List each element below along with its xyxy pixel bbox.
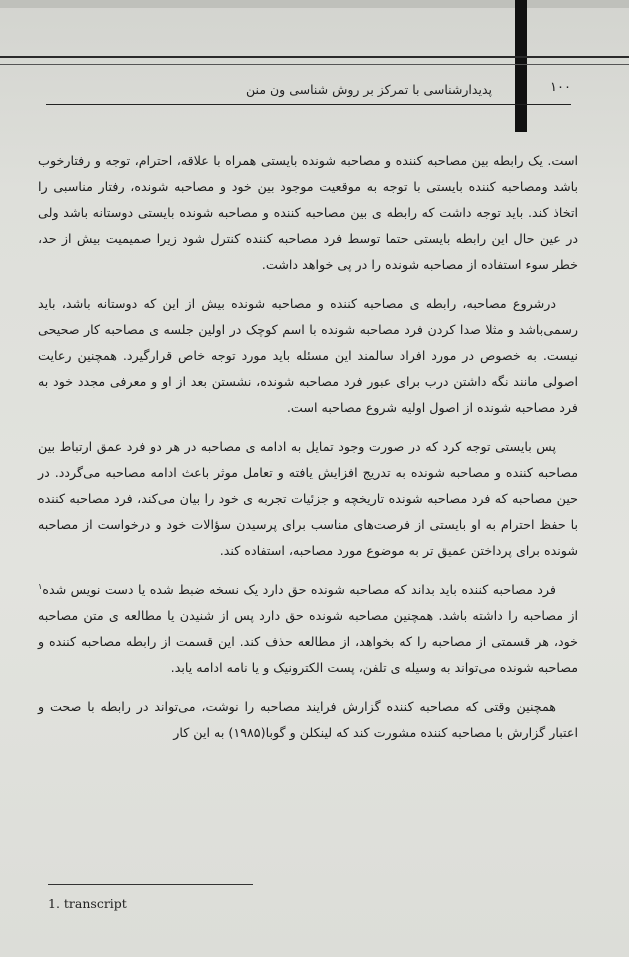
paragraph-4-part-1: فرد مصاحبه کننده باید بداند که مصاحبه شونده حق دارد یک نسخه ضبط شده یا دست نویس شده bbox=[42, 582, 556, 597]
paragraph-4 bbox=[38, 577, 578, 681]
header-rule-top bbox=[0, 56, 629, 58]
footnote: 1. transcript bbox=[48, 896, 127, 911]
page-number: ۱۰۰ bbox=[550, 80, 571, 95]
chapter-tab-marker bbox=[515, 0, 527, 132]
footnote-separator bbox=[48, 884, 253, 885]
paragraph-4-part-2: از مصاحبه را داشته باشد. همچنین مصاحبه شونده حق دارد پس از شنیدن یا مطالعه ی متن مصاحبه خود، هر قسمتی از مصاحبه را که بخواهد، از مطالعه حذف کند. این قسمت از رابطه مصاحبه کننده و مصاحبه شونده می‌تواند به وسیله ی تلفن، پست الکترونیک و یا نامه ادامه یابد. bbox=[38, 608, 578, 675]
paragraph-5: همچنین وقتی که مصاحبه کننده گزارش فرایند مصاحبه را نوشت، می‌تواند در رابطه با صحت و اعتبار گزارش با مصاحبه کننده مشورت کند که لینکلن و گوبا(۱۹۸۵) به این کار bbox=[38, 699, 578, 740]
header-underline bbox=[46, 104, 571, 105]
header-rule-thin bbox=[0, 64, 629, 65]
footnote-reference-mark: ۱ bbox=[38, 581, 43, 591]
main-text-block bbox=[38, 148, 578, 759]
paragraph-1: است. یک رابطه بین مصاحبه کننده و مصاحبه شونده بایستی همراه با علاقه، احترام، توجه و رفتارخوب باشد ومصاحبه کننده بایستی با توجه به موقعیت موجود بین خود و مصاحبه شونده، رفتار مناسبی را اتخاذ کند. باید توجه داشت که رابطه ی بین مصاحبه کننده و مصاحبه شونده بایستی دوستانه باشد ولی در عین حال این رابطه بایستی حتما توسط فرد مصاحبه کننده کنترل شود زیرا صمیمیت بیش از حد، خطر سوء استفاده از مصاحبه شونده را در پی خواهد داشت. bbox=[38, 153, 578, 272]
running-header-title: پدیدارشناسی با تمرکز بر روش شناسی ون منن bbox=[246, 82, 492, 97]
page-top-edge bbox=[0, 0, 629, 8]
paragraph-3: پس بایستی توجه کرد که در صورت وجود تمایل به ادامه ی مصاحبه در هر دو فرد عمق ارتباط بین مصاحبه کننده و مصاحبه شونده به تدریج افزایش یافته و تعامل موثر باعث ادامه مصاحبه می‌گردد. در حین مصاحبه که فرد مصاحبه شونده تاریخچه و جزئیات تجربه ی خود را بیان می‌کند، فرد مصاحبه کننده با حفظ احترام به او بایستی از فرصت‌های مناسب برای پرسیدن سؤالات خود و درخواست از مصاحبه شونده برای پرداختن عمیق تر به موضوع مورد مصاحبه، استفاده کند. bbox=[38, 439, 578, 558]
paragraph-2: درشروع مصاحبه، رابطه ی مصاحبه کننده و مصاحبه شونده بیش از این که دوستانه باشد، باید رسمی‌باشد و مثلا صدا کردن فرد مصاحبه شونده با اسم کوچک در اولین جلسه ی مصاحبه کار صحیحی نیست. به خصوص در مورد افراد سالمند این مسئله باید مورد توجه خاص قرارگیرد. همچنین رعایت اصولی مانند نگه داشتن درب برای عبور فرد مصاحبه شونده، نشستن بعد از او و معرفی مجدد خود به فرد مصاحبه شونده از اصول اولیه شروع مصاحبه است. bbox=[38, 296, 578, 415]
